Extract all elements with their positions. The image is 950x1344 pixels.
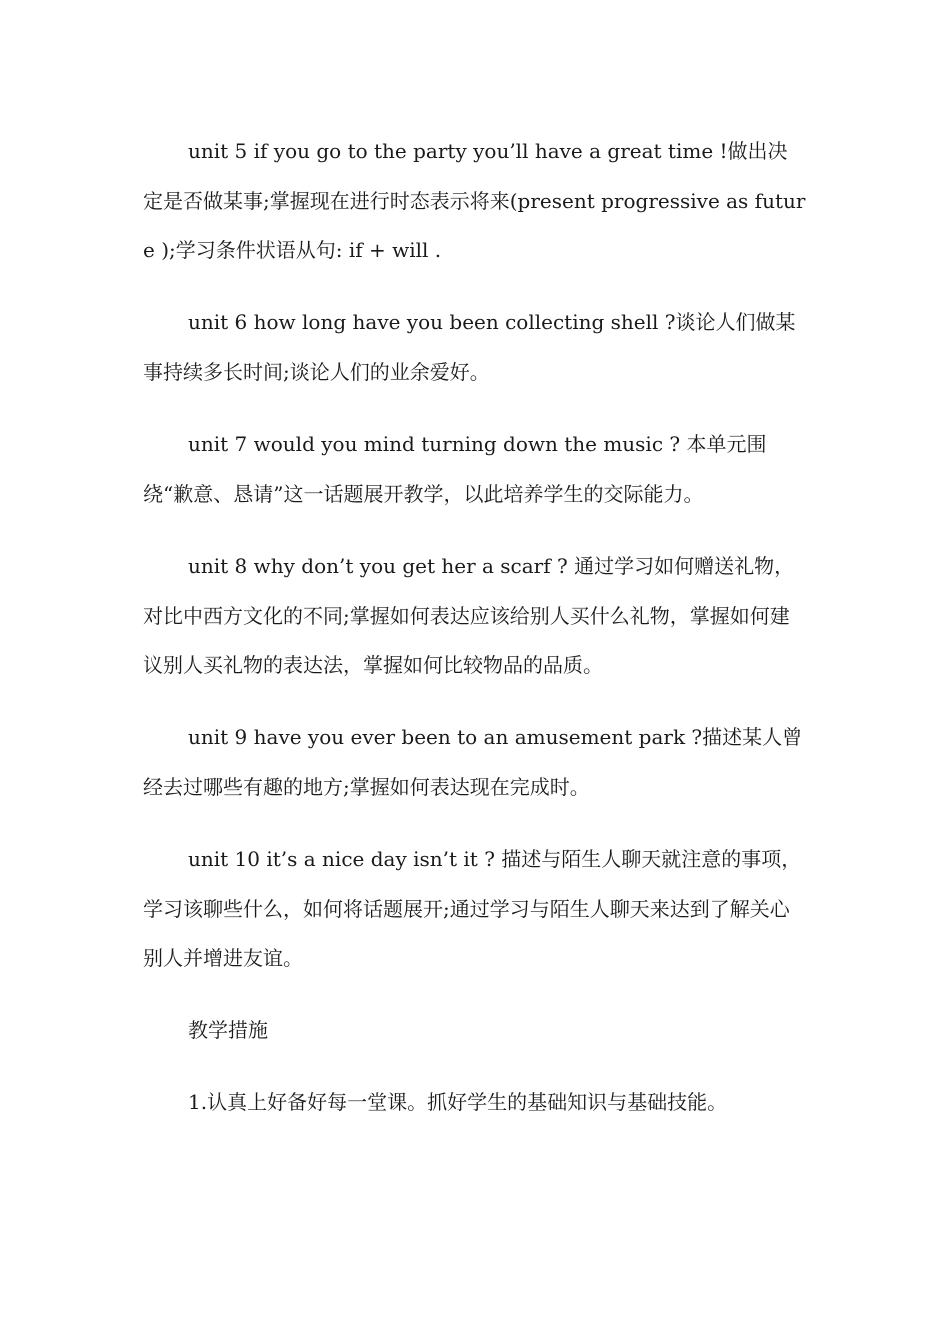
paragraph-unit-6: unit 6 how long have you been collecting shell ?谈论人们做某事持续多长时间;谈论人们的业余爱好。 [143, 310, 796, 384]
paragraph-unit-9: unit 9 have you ever been to an amusement park ?描述某人曾经去过哪些有趣的地方;掌握如何表达现在完成时。 [143, 725, 803, 799]
paragraph-unit-7: unit 7 would you mind turning down the music ? 本单元围绕“歉意、恳请”这一话题展开教学，以此培养学生的交际能力。 [143, 432, 767, 506]
section-heading-teaching-measures: 教学措施 [188, 1018, 268, 1042]
paragraph-unit-5: unit 5 if you go to the party you’ll have a great time !做出决定是否做某事;掌握现在进行时态表示将来(present progressive as future );学习条件状语从句: if + will . [143, 139, 806, 262]
paragraph-unit-10: unit 10 it’s a nice day isn’t it ? 描述与陌生人聊天就注意的事项，学习该聊些什么，如何将话题展开;通过学习与陌生人聊天来达到了解关心别人并增进友谊。 [143, 847, 802, 970]
paragraph-unit-8: unit 8 why don’t you get her a scarf ? 通过学习如何赠送礼物，对比中西方文化的不同;掌握如何表达应该给别人买什么礼物，掌握如何建议别人买礼物的表达法，掌握如何比较物品的品质。 [143, 554, 795, 677]
paragraph-measure-1: 1.认真上好备好每一堂课。抓好学生的基础知识与基础技能。 [188, 1090, 728, 1114]
